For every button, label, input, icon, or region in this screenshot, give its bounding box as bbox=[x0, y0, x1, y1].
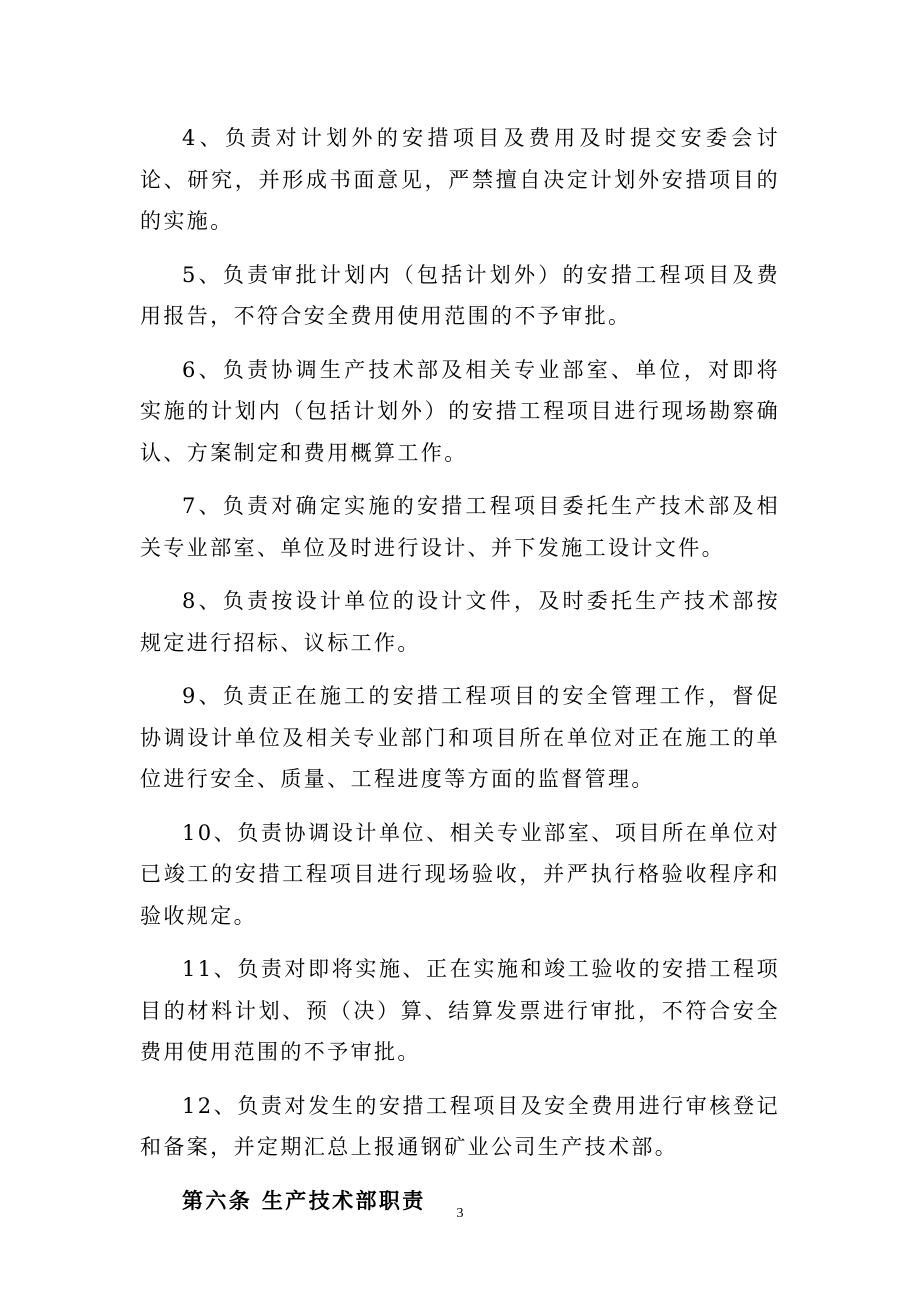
paragraph-item-10: 10、负责协调设计单位、相关专业部室、项目所在单位对已竣工的安措工程项目进行现场验收，并严执行格验收程序和验收规定。 bbox=[140, 820, 780, 928]
document-body bbox=[140, 118, 780, 1222]
page-number: 3 bbox=[456, 1206, 464, 1221]
section-heading: 第六条 生产技术部职责 bbox=[182, 1188, 426, 1213]
paragraph-item-9: 9、负责正在施工的安措工程项目的安全管理工作，督促协调设计单位及相关专业部门和项目所在单位对正在施工的单位进行安全、质量、工程进度等方面的监督管理。 bbox=[140, 684, 780, 791]
paragraph-item-8: 8、负责按设计单位的设计文件，及时委托生产技术部按规定进行招标、议标工作。 bbox=[140, 589, 780, 655]
paragraph-item-11: 11、负责对即将实施、正在实施和竣工验收的安措工程项目的材料计划、预（决）算、结算发票进行审批，不符合安全费用使用范围的不予审批。 bbox=[140, 957, 780, 1064]
paragraph-item-6: 6、负责协调生产技术部及相关专业部室、单位，对即将实施的计划内（包括计划外）的安措工程项目进行现场勘察确认、方案制定和费用概算工作。 bbox=[140, 357, 780, 465]
paragraph-item-5: 5、负责审批计划内（包括计划外）的安措工程项目及费用报告，不符合安全费用使用范围的不予审批。 bbox=[140, 262, 780, 328]
paragraph-item-4: 4、负责对计划外的安措项目及费用及时提交安委会讨论、研究，并形成书面意见，严禁擅自决定计划外安措项目的的实施。 bbox=[140, 126, 780, 233]
paragraph-item-7: 7、负责对确定实施的安措工程项目委托生产技术部及相关专业部室、单位及时进行设计、并下发施工设计文件。 bbox=[140, 494, 780, 560]
paragraph-item-12: 12、负责对发生的安措工程项目及安全费用进行审核登记和备案，并定期汇总上报通钢矿业公司生产技术部。 bbox=[140, 1093, 780, 1159]
